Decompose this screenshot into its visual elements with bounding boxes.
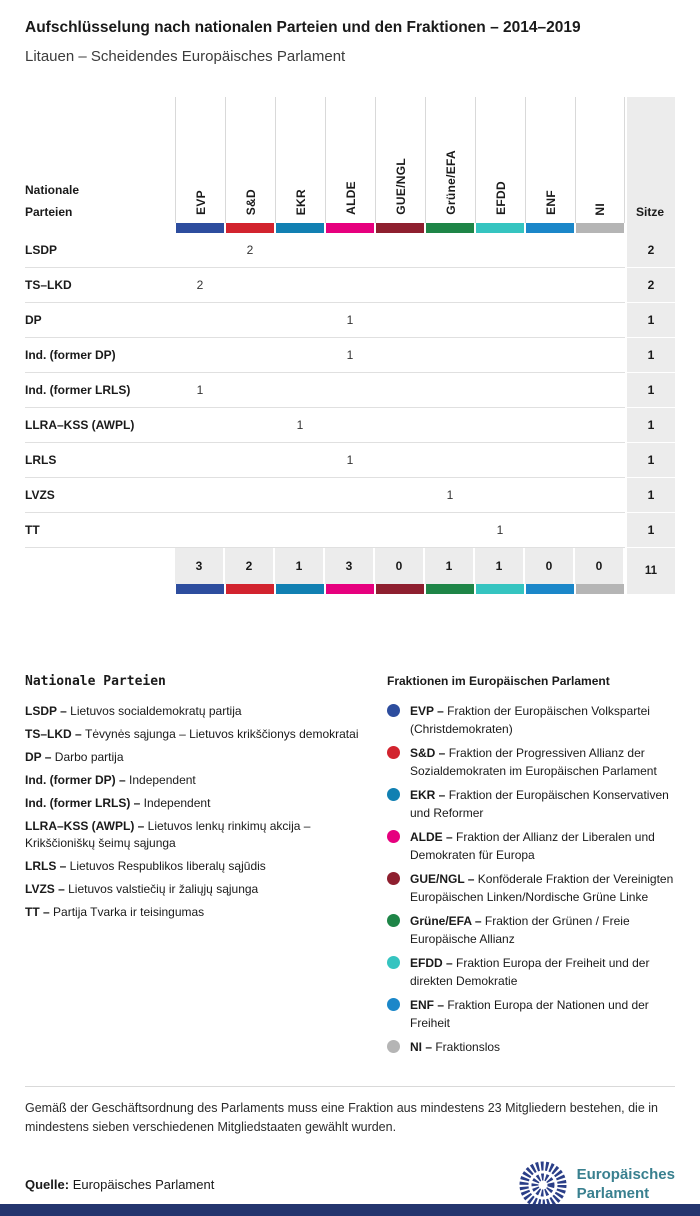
- group-color-bar: [225, 584, 275, 594]
- party-full-name: Partija Tvarka ir teisingumas: [53, 904, 205, 919]
- group-color-dot: [387, 788, 400, 801]
- seat-count-cell: [575, 268, 625, 303]
- col-header-group: [375, 97, 425, 223]
- seat-count-cell: [175, 478, 225, 513]
- party-abbr: DP –: [25, 749, 55, 764]
- party-full-name: Lietuvos lenkų rinkimų akcija – Krikščioniškų šeimų sąjunga: [25, 818, 311, 850]
- source-value: Europäisches Parlament: [72, 1177, 215, 1193]
- seat-count-cell: [525, 443, 575, 478]
- group-legend-item: [387, 912, 675, 948]
- col-header-group: [325, 97, 375, 223]
- seat-count-cell: [225, 513, 275, 548]
- seat-count-cell: [425, 373, 475, 408]
- row-seats-total: 1: [627, 513, 675, 548]
- party-name: LRLS: [25, 443, 175, 478]
- ep-logo-mark: [519, 1161, 567, 1209]
- group-full-name: Fraktion der Progressiven Allianz der Sozialdemokraten im Europäischen Parlament: [410, 746, 657, 779]
- seat-count-cell: [175, 513, 225, 548]
- party-legend-item: [25, 726, 377, 743]
- group-color-bar-fill: [376, 223, 424, 233]
- seat-count-cell: [325, 478, 375, 513]
- seat-count-cell: [225, 408, 275, 443]
- seat-count-cell: [425, 513, 475, 548]
- group-description: [410, 954, 675, 990]
- group-color-dot: [387, 956, 400, 969]
- seat-count-cell: [475, 233, 525, 268]
- group-color-bar-fill: [176, 223, 224, 233]
- col-header-group: [575, 97, 625, 223]
- party-abbr: TT –: [25, 904, 54, 919]
- group-legend-item: [387, 702, 675, 738]
- seat-count-cell: [225, 443, 275, 478]
- seat-count-cell: [475, 443, 525, 478]
- seat-count-cell: [525, 478, 575, 513]
- legends: [25, 674, 675, 1062]
- col-header-group: [525, 97, 575, 223]
- party-full-name: Darbo partija: [54, 749, 124, 764]
- group-abbr: ENF –: [410, 998, 448, 1013]
- seat-count-cell: [525, 338, 575, 373]
- seat-count-cell: [225, 268, 275, 303]
- party-abbr: Ind. (former LRLS) –: [25, 795, 144, 810]
- group-color-bar-fill: [176, 584, 224, 594]
- party-full-name: Tėvynės sąjunga – Lietuvos krikščionys demokratai: [85, 727, 359, 742]
- parties-col-label: Nationale Parteien: [25, 182, 80, 219]
- group-color-bar: [325, 584, 375, 594]
- row-seats-total: 1: [627, 338, 675, 373]
- group-total: 0: [575, 548, 625, 584]
- group-full-name: Fraktion der Allianz der Liberalen und Demokraten für Europa: [410, 830, 655, 863]
- seat-count-cell: [575, 513, 625, 548]
- group-color-bar: [175, 223, 225, 233]
- group-label: EVP: [193, 190, 208, 216]
- seat-count-cell: [325, 233, 375, 268]
- col-header-group: [275, 97, 325, 223]
- source-text: [25, 1177, 214, 1192]
- group-full-name: Fraktion der Europäischen Konservativen und Reformer: [410, 788, 669, 821]
- party-name: LSDP: [25, 233, 175, 268]
- group-label: ENF: [543, 190, 558, 216]
- party-abbr: LRLS –: [25, 858, 70, 873]
- group-color-bar: [175, 584, 225, 594]
- group-color-bar-fill: [526, 584, 574, 594]
- group-color-bar: [475, 223, 525, 233]
- seat-count-cell: [275, 513, 325, 548]
- party-name: DP: [25, 303, 175, 338]
- group-abbr: GUE/NGL –: [410, 872, 478, 887]
- group-color-bar-fill: [476, 584, 524, 594]
- party-name: TT: [25, 513, 175, 548]
- seat-count-cell: [225, 478, 275, 513]
- footer-divider: [25, 1086, 675, 1087]
- group-abbr: Grüne/EFA –: [410, 914, 485, 929]
- seat-count-cell: [475, 268, 525, 303]
- seat-count-cell: [475, 478, 525, 513]
- seat-count-cell: [275, 303, 325, 338]
- group-color-bar: [275, 223, 325, 233]
- group-color-bar-fill: [226, 223, 274, 233]
- party-legend-item: [25, 749, 377, 766]
- seat-count-cell: [475, 303, 525, 338]
- party-legend-item: [25, 881, 377, 898]
- row-seats-total: 1: [627, 478, 675, 513]
- seat-count-cell: [575, 478, 625, 513]
- col-header-group: [425, 97, 475, 223]
- legend-political-groups: [387, 674, 675, 1062]
- group-abbr: EKR –: [410, 788, 449, 803]
- seat-count-cell: [375, 373, 425, 408]
- party-legend-item: [25, 795, 377, 812]
- seat-count-cell: [225, 373, 275, 408]
- row-seats-total: 1: [627, 443, 675, 478]
- group-legend-item: [387, 1038, 675, 1056]
- seat-count-cell: [325, 408, 375, 443]
- seat-count-cell: [375, 338, 425, 373]
- group-color-bar: [525, 584, 575, 594]
- seat-count-cell: [375, 443, 425, 478]
- seat-count-cell: 1: [325, 443, 375, 478]
- legend-groups-heading: Fraktionen im Europäischen Parlament: [387, 674, 610, 689]
- group-total: 0: [525, 548, 575, 584]
- seat-count-cell: [575, 303, 625, 338]
- group-total: 2: [225, 548, 275, 584]
- legend-parties-heading: Nationale Parteien: [25, 674, 166, 690]
- group-color-dot: [387, 998, 400, 1011]
- group-color-bar: [225, 223, 275, 233]
- legend-national-parties: [25, 674, 377, 1062]
- group-color-bar-fill: [226, 584, 274, 594]
- seat-count-cell: [525, 513, 575, 548]
- group-label: ALDE: [343, 181, 358, 216]
- seat-count-cell: [525, 233, 575, 268]
- group-color-bar: [525, 223, 575, 233]
- seat-count-cell: 1: [425, 478, 475, 513]
- party-name: TS–LKD: [25, 268, 175, 303]
- party-full-name: Independent: [129, 772, 196, 787]
- party-legend-list: [25, 703, 377, 921]
- group-full-name: Konföderale Fraktion der Vereinigten Europäischen Linken/Nordische Grüne Linke: [410, 872, 674, 905]
- seat-count-cell: [225, 303, 275, 338]
- party-full-name: Independent: [143, 795, 211, 810]
- group-color-bar-fill: [276, 584, 324, 594]
- group-color-bar-fill: [426, 584, 474, 594]
- group-label: Grüne/EFA: [443, 150, 458, 216]
- seat-count-cell: [275, 233, 325, 268]
- seat-count-cell: [375, 303, 425, 338]
- group-label: S&D: [243, 188, 258, 216]
- source-label: Quelle:: [25, 1177, 70, 1193]
- seat-count-cell: [575, 373, 625, 408]
- seat-count-cell: [225, 338, 275, 373]
- group-abbr: EFDD –: [410, 956, 457, 971]
- group-legend-list: [387, 702, 675, 1056]
- ep-logo-text-line2: Parlament: [576, 1184, 650, 1202]
- group-color-bar: [575, 584, 625, 594]
- source-row: [25, 1161, 675, 1209]
- seat-count-cell: [475, 373, 525, 408]
- group-color-bar: [375, 584, 425, 594]
- group-color-bar-fill: [326, 223, 374, 233]
- group-color-dot: [387, 830, 400, 843]
- seat-count-cell: [375, 513, 425, 548]
- seat-count-cell: [425, 443, 475, 478]
- group-legend-item: [387, 870, 675, 906]
- seat-count-cell: 1: [275, 408, 325, 443]
- group-color-bar: [475, 584, 525, 594]
- seat-count-cell: [275, 478, 325, 513]
- party-legend-item: [25, 772, 377, 789]
- seat-count-cell: [325, 513, 375, 548]
- group-total: 0: [375, 548, 425, 584]
- seat-count-cell: [375, 268, 425, 303]
- seat-count-cell: [375, 233, 425, 268]
- seat-count-cell: [175, 443, 225, 478]
- bottom-accent-bar: [0, 1204, 700, 1216]
- seat-count-cell: [475, 408, 525, 443]
- group-color-bar-fill: [376, 584, 424, 594]
- group-abbr: S&D –: [410, 746, 449, 761]
- seat-count-cell: [175, 303, 225, 338]
- group-full-name: Fraktionslos: [435, 1040, 501, 1055]
- group-description: [410, 912, 675, 948]
- group-total: 1: [475, 548, 525, 584]
- group-abbr: EVP –: [410, 704, 448, 719]
- seat-count-cell: 2: [175, 268, 225, 303]
- party-name: LLRA–KSS (AWPL): [25, 408, 175, 443]
- group-label: GUE/NGL: [393, 158, 408, 216]
- group-total: 1: [425, 548, 475, 584]
- group-color-dot: [387, 746, 400, 759]
- european-parliament-logo: [519, 1161, 675, 1209]
- seat-count-cell: [525, 303, 575, 338]
- col-header-group: [225, 97, 275, 223]
- group-color-bar: [425, 223, 475, 233]
- group-full-name: Fraktion Europa der Freiheit und der direkten Demokratie: [410, 956, 650, 989]
- party-name: LVZS: [25, 478, 175, 513]
- col-header-seats: Sitze: [627, 97, 675, 233]
- group-color-bar: [325, 223, 375, 233]
- party-full-name: Lietuvos socialdemokratų partija: [70, 704, 242, 719]
- group-abbr: ALDE –: [410, 830, 457, 845]
- seat-count-cell: [525, 373, 575, 408]
- ep-logo-text-line1: Europäisches: [576, 1165, 675, 1183]
- group-color-bar-fill: [576, 223, 624, 233]
- seat-count-cell: [425, 233, 475, 268]
- group-color-dot: [387, 704, 400, 717]
- party-name: Ind. (former LRLS): [25, 373, 175, 408]
- group-color-dot: [387, 1040, 400, 1053]
- seat-count-cell: [275, 373, 325, 408]
- group-description: [410, 870, 675, 906]
- seat-count-cell: 1: [175, 373, 225, 408]
- group-color-bar: [575, 223, 625, 233]
- group-color-bar: [275, 584, 325, 594]
- seat-count-cell: [375, 408, 425, 443]
- group-description: [410, 702, 675, 738]
- col-header-group: [175, 97, 225, 223]
- group-full-name: Fraktion der Europäischen Volkspartei (Christdemokraten): [410, 704, 650, 737]
- group-color-bar-fill: [526, 223, 574, 233]
- seat-count-cell: [275, 268, 325, 303]
- party-abbr: TS–LKD –: [25, 727, 86, 742]
- seat-count-cell: [425, 303, 475, 338]
- seat-count-cell: [525, 268, 575, 303]
- seat-count-cell: [475, 338, 525, 373]
- group-color-dot: [387, 872, 400, 885]
- party-full-name: Lietuvos valstiečių ir žaliųjų sąjunga: [68, 881, 259, 896]
- group-color-bar-fill: [576, 584, 624, 594]
- page-title: Aufschlüsselung nach nationalen Parteien und den Fraktionen – 2014–2019: [25, 19, 581, 36]
- group-label: EFDD: [493, 181, 508, 216]
- seat-count-cell: [275, 443, 325, 478]
- group-legend-item: [387, 744, 675, 780]
- group-description: [410, 996, 675, 1032]
- group-legend-item: [387, 996, 675, 1032]
- group-full-name: Fraktion Europa der Nationen und der Freiheit: [410, 998, 649, 1031]
- party-legend-item: [25, 858, 377, 875]
- totals-spacer: [25, 548, 175, 584]
- group-full-name: Fraktion der Grünen / Freie Europäische Allianz: [410, 914, 630, 947]
- seat-count-cell: [575, 233, 625, 268]
- party-legend-item: [25, 818, 377, 853]
- group-description: [410, 828, 675, 864]
- party-name: Ind. (former DP): [25, 338, 175, 373]
- seat-count-cell: [325, 268, 375, 303]
- group-color-bar-fill: [476, 223, 524, 233]
- group-legend-item: [387, 954, 675, 990]
- seats-by-group-table: [25, 97, 675, 594]
- group-color-bar-fill: [326, 584, 374, 594]
- seat-count-cell: 1: [325, 303, 375, 338]
- row-seats-total: 1: [627, 408, 675, 443]
- seat-count-cell: [525, 408, 575, 443]
- group-label: NI: [593, 202, 607, 216]
- seat-count-cell: [425, 408, 475, 443]
- grand-total-seats: 11: [627, 548, 675, 594]
- group-description: [410, 744, 675, 780]
- group-description: [410, 786, 675, 822]
- seat-count-cell: [575, 338, 625, 373]
- party-legend-item: [25, 703, 377, 720]
- party-abbr: LVZS –: [25, 881, 69, 896]
- seat-count-cell: [575, 408, 625, 443]
- group-abbr: NI –: [410, 1040, 436, 1055]
- ep-logo-text: [577, 1166, 675, 1204]
- group-color-bar: [425, 584, 475, 594]
- party-full-name: Lietuvos Respublikos liberalų sąjūdis: [69, 858, 266, 873]
- footnote: Gemäß der Geschäftsordnung des Parlaments muss eine Fraktion aus mindestens 23 Mitgliedern bestehen, die in mindestens sieben verschiedenen Mitgliedstaaten gewählt wurden.: [25, 1101, 658, 1134]
- group-total: 1: [275, 548, 325, 584]
- row-seats-total: 1: [627, 373, 675, 408]
- group-legend-item: [387, 828, 675, 864]
- row-seats-total: 2: [627, 233, 675, 268]
- group-total: 3: [175, 548, 225, 584]
- group-legend-item: [387, 786, 675, 822]
- seat-count-cell: [575, 443, 625, 478]
- seat-count-cell: [175, 233, 225, 268]
- page-subtitle: Litauen – Scheidendes Europäisches Parlament: [25, 48, 346, 66]
- party-legend-item: [25, 904, 377, 921]
- group-color-dot: [387, 914, 400, 927]
- seat-count-cell: [425, 338, 475, 373]
- seat-count-cell: [375, 478, 425, 513]
- group-description: [410, 1038, 500, 1056]
- party-abbr: LSDP –: [25, 704, 71, 719]
- group-color-bar: [375, 223, 425, 233]
- seat-count-cell: 1: [475, 513, 525, 548]
- seat-count-cell: [175, 408, 225, 443]
- row-seats-total: 2: [627, 268, 675, 303]
- seat-count-cell: [275, 338, 325, 373]
- seat-count-cell: 1: [325, 338, 375, 373]
- seat-count-cell: 2: [225, 233, 275, 268]
- group-total: 3: [325, 548, 375, 584]
- col-header-parties: [25, 97, 175, 233]
- seat-count-cell: [325, 373, 375, 408]
- group-color-bar-fill: [426, 223, 474, 233]
- seat-count-cell: [425, 268, 475, 303]
- seat-count-cell: [175, 338, 225, 373]
- party-abbr: Ind. (former DP) –: [25, 772, 130, 787]
- group-label: EKR: [293, 188, 308, 216]
- party-abbr: LLRA–KSS (AWPL) –: [25, 818, 148, 833]
- group-color-bar-fill: [276, 223, 324, 233]
- col-header-group: [475, 97, 525, 223]
- row-seats-total: 1: [627, 303, 675, 338]
